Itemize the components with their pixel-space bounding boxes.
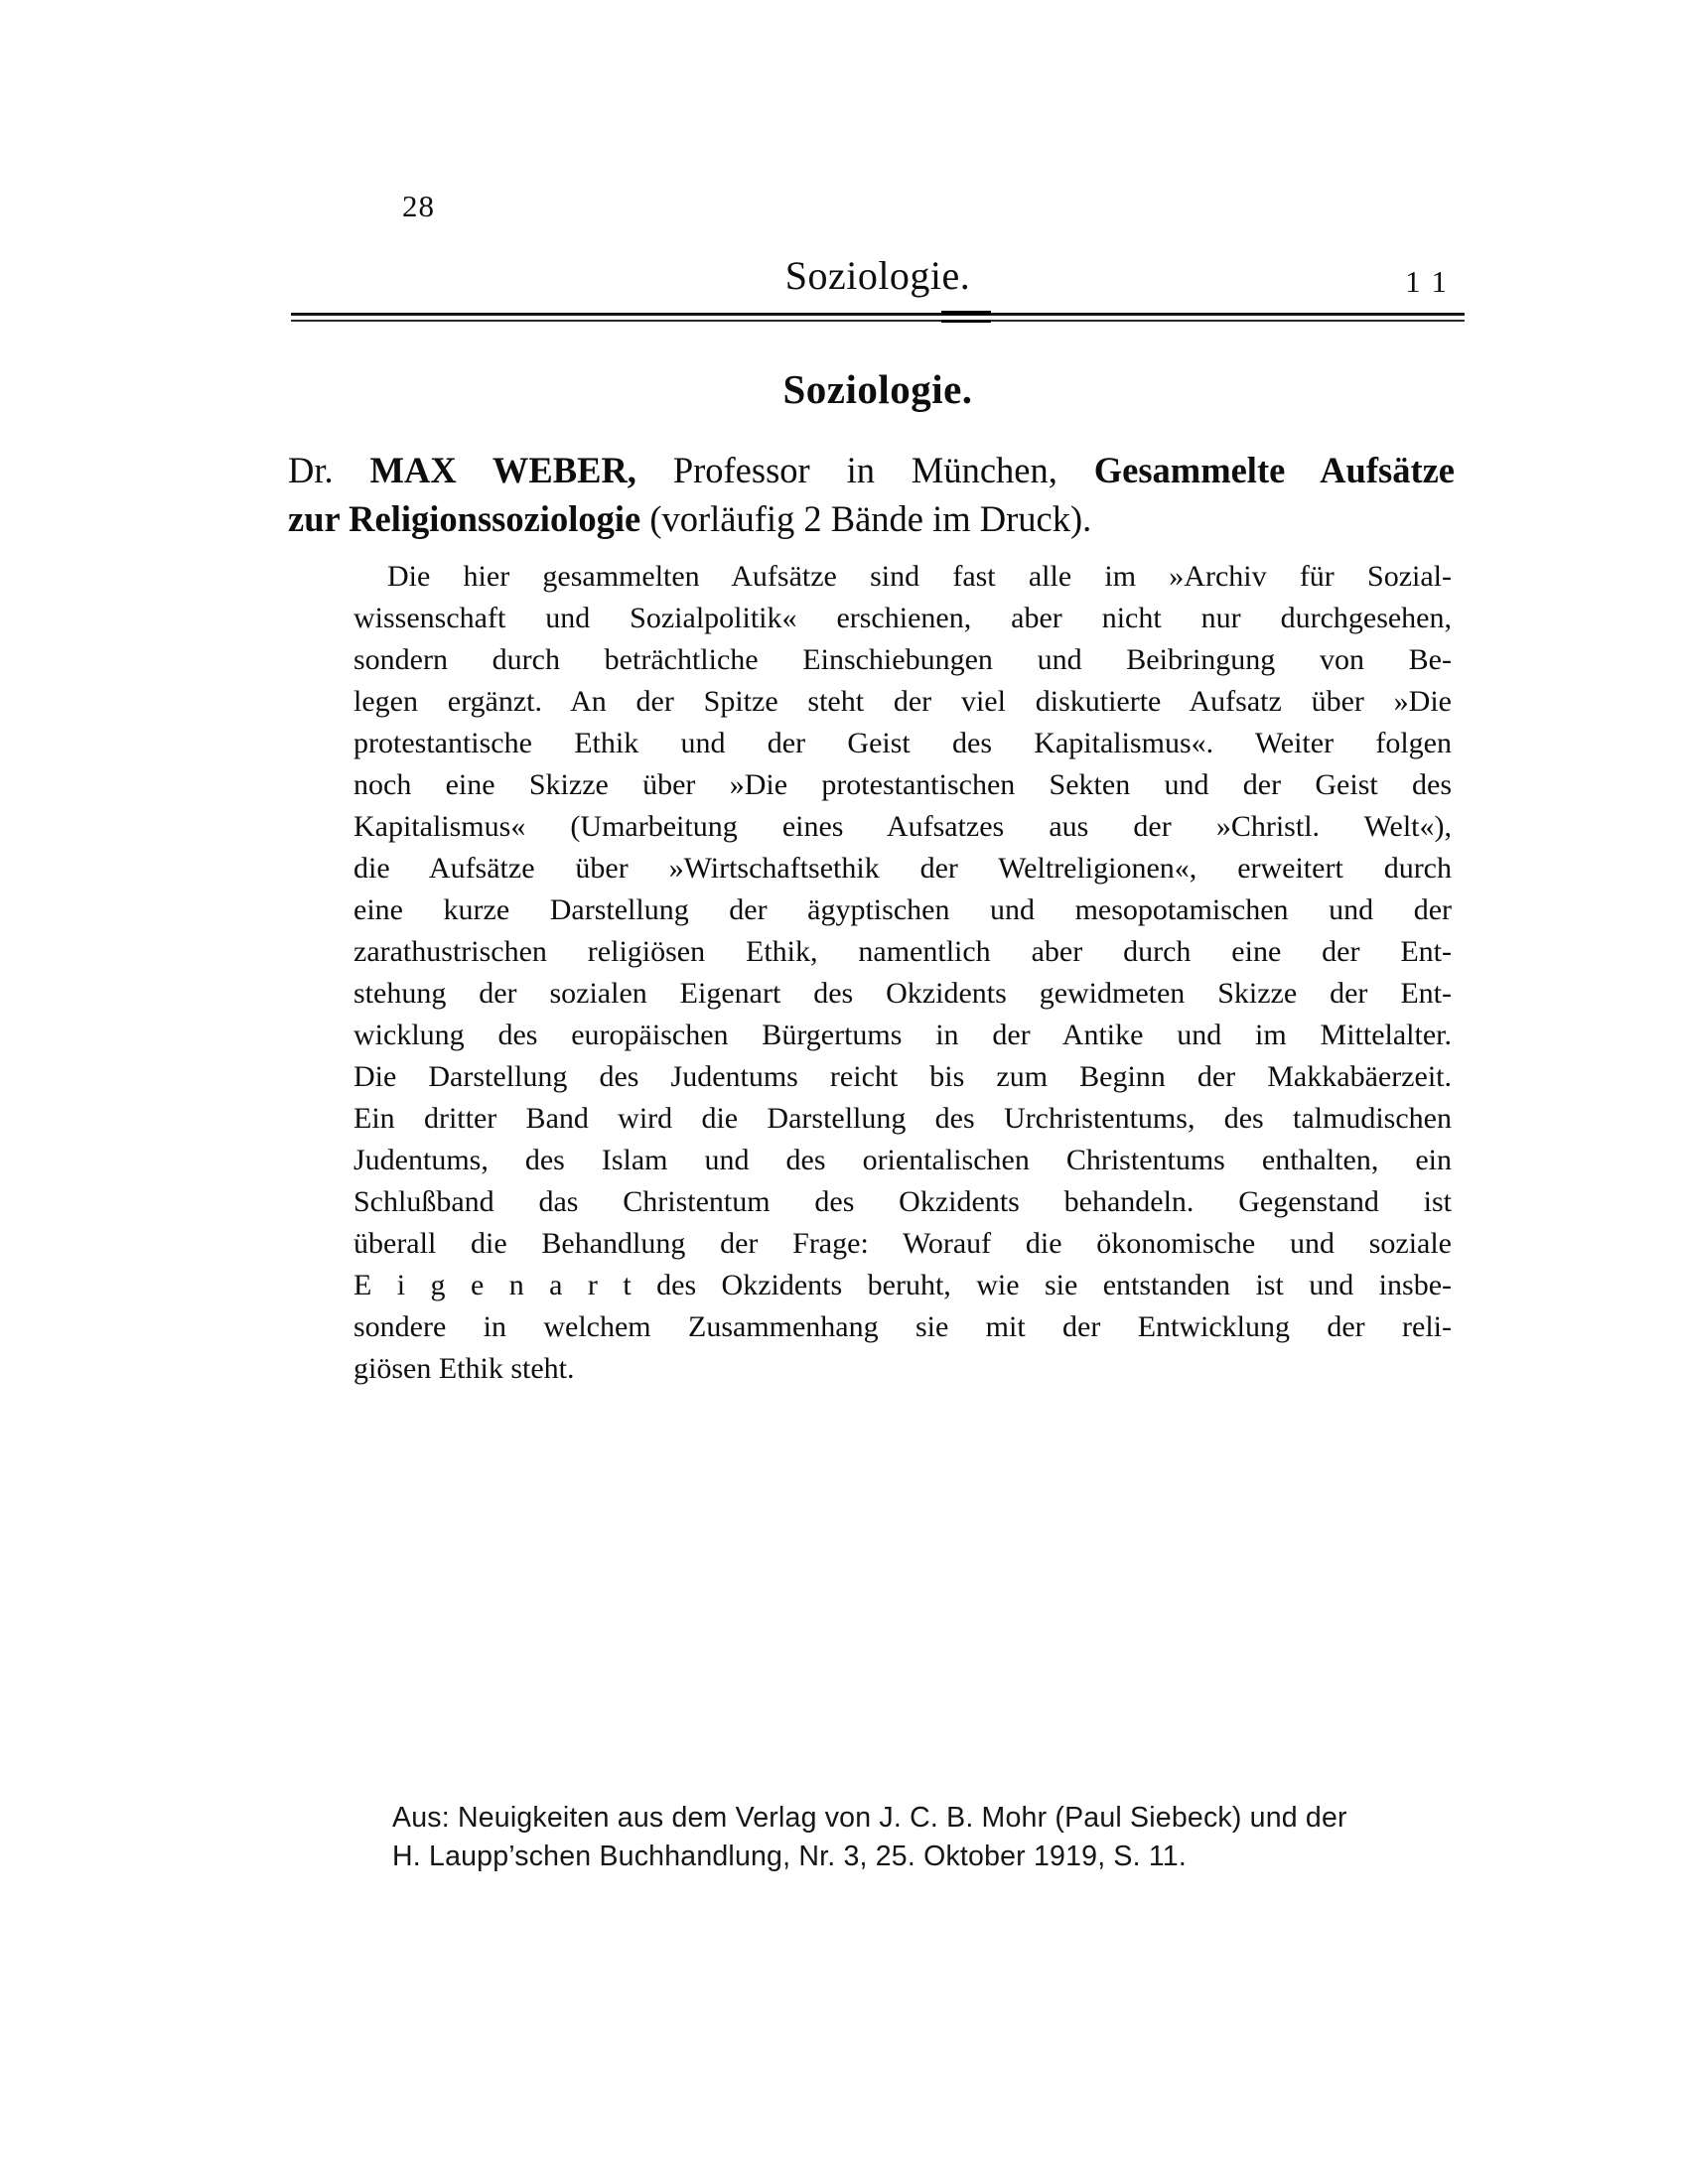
body-line: Schlußband das Christentum des Okzidents behandeln. Gegenstand ist [353, 1185, 1452, 1218]
heading-segment: (vorläufig 2 Bände im Druck). [640, 498, 1092, 539]
body-line: noch eine Skizze über »Die protestantischen Sekten und der Geist des [353, 768, 1452, 801]
body-line: überall die Behandlung der Frage: Worauf die ökonomische und soziale [353, 1227, 1452, 1260]
entry-heading-line-1 [288, 446, 1455, 494]
entry-body [353, 556, 1452, 1390]
body-line: giösen Ethik steht. [353, 1352, 575, 1385]
heading-bold-segment: zur Religionssoziologie [288, 498, 641, 539]
body-line: sondern durch beträchtliche Einschiebungen und Beibringung von Be- [353, 643, 1452, 676]
rule-ink-artifact [941, 311, 991, 323]
body-line: Die hier gesammelten Aufsätze sind fast alle im »Archiv für Sozial- [387, 560, 1452, 593]
running-head-title: Soziologie. [784, 253, 971, 298]
body-line: stehung der sozialen Eigenart des Okzidents gewidmeten Skizze der Ent- [353, 977, 1452, 1010]
body-line: Die Darstellung des Judentums reicht bis zum Beginn der Makkabäerzeit. [353, 1060, 1452, 1093]
page-number-top-left: 28 [402, 189, 435, 223]
body-line: legen ergänzt. An der Spitze steht der viel diskutierte Aufsatz über »Die [353, 685, 1452, 718]
section-title: Soziologie. [782, 366, 973, 412]
body-line: E i g e n a r t des Okzidents beruht, wie sie entstanden ist und insbe- [353, 1269, 1452, 1301]
running-header [291, 252, 1465, 302]
page-number-top-right: 11 [1405, 264, 1459, 299]
body-line: die Aufsätze über »Wirtschaftsethik der Weltreligionen«, erweitert durch [353, 852, 1452, 885]
body-line: protestantische Ethik und der Geist des Kapitalismus«. Weiter folgen [353, 727, 1452, 759]
heading-segment: Dr. [288, 450, 370, 490]
source-citation-line: Aus: Neuigkeiten aus dem Verlag von J. C. B. Mohr (Paul Siebeck) und der [392, 1802, 1347, 1834]
body-line: wissenschaft und Sozialpolitik« erschienen, aber nicht nur durchgesehen, [353, 602, 1452, 634]
source-citation [392, 1799, 1347, 1876]
body-line: sondere in welchem Zusammenhang sie mit der Entwicklung der reli- [353, 1310, 1452, 1343]
body-line: zarathustrischen religiösen Ethik, namentlich aber durch eine der Ent- [353, 935, 1452, 968]
heading-bold-segment: Gesammelte Aufsätze [1093, 450, 1455, 490]
heading-segment: Professor in München, [635, 450, 1094, 490]
body-line: eine kurze Darstellung der ägyptischen und mesopotamischen und der [353, 893, 1452, 926]
body-line: wicklung des europäischen Bürgertums in der Antike und im Mittelalter. [353, 1019, 1452, 1051]
entry-heading-line-2 [288, 494, 1455, 543]
heading-bold-segment: MAX WEBER, [369, 450, 636, 490]
body-line: Kapitalismus« (Umarbeitung eines Aufsatzes aus der »Christl. Welt«), [353, 810, 1452, 843]
entry-heading [288, 446, 1455, 543]
header-double-rule [291, 313, 1465, 322]
body-line: Judentums, des Islam und des orientalischen Christentums enthalten, ein [353, 1144, 1452, 1176]
source-citation-line: H. Laupp’schen Buchhandlung, Nr. 3, 25. Oktober 1919, S. 11. [392, 1841, 1187, 1872]
body-line: Ein dritter Band wird die Darstellung des Urchristentums, des talmudischen [353, 1102, 1452, 1135]
